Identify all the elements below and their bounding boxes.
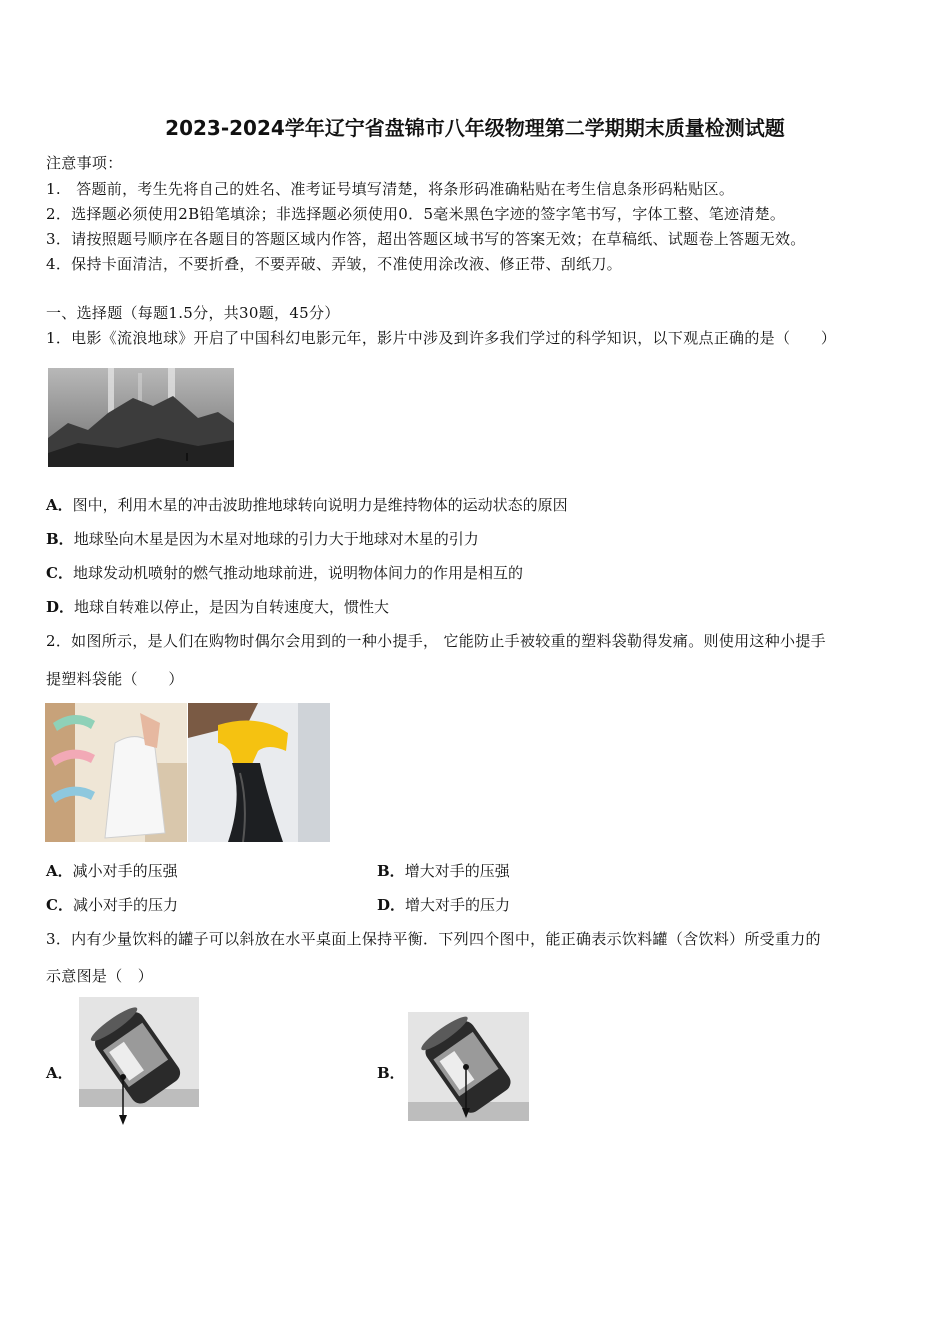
option-text: 图中，利用木星的冲击波助推地球转向说明力是维持物体的运动状态的原因 [72, 496, 568, 514]
question-3-stem: 3．内有少量饮料的罐子可以斜放在水平桌面上保持平衡．下列四个图中，能正确表示饮料罐（含饮料）所受重力的 [46, 930, 821, 948]
section-heading: 一、选择题（每题1.5分，共30题，45分） [46, 304, 340, 322]
option-text: 减小对手的压强 [72, 862, 178, 880]
option-label: B． [46, 530, 74, 548]
option-text: 减小对手的压力 [72, 896, 178, 914]
notice-item: 4．保持卡面清洁，不要折叠，不要弄破、弄皱，不准使用涂改液、修正带、刮纸刀。 [46, 255, 622, 273]
option-label: D． [46, 598, 75, 616]
can-diagram-b [408, 1012, 529, 1121]
notice-item: 1. 答题前，考生先将自己的姓名、准考证号填写清楚，将条形码准确粘贴在考生信息条形码粘贴区。 [46, 180, 735, 198]
notice-item: 3．请按照题号顺序在各题目的答题区域内作答，超出答题区域书写的答案无效；在草稿纸、试题卷上答题无效。 [46, 230, 806, 248]
notice-heading: 注意事项： [46, 154, 123, 172]
q2-option-a [46, 860, 178, 881]
q3-option-a-label [46, 1062, 73, 1083]
option-text: 增大对手的压强 [404, 862, 510, 880]
option-label: B． [377, 862, 405, 880]
option-label: A． [46, 1064, 73, 1082]
wandering-earth-image [48, 368, 234, 467]
q2-option-c [46, 894, 178, 915]
question-3-stem-cont: 示意图是（ ） [46, 967, 154, 985]
option-label: B． [377, 1064, 405, 1082]
option-label: D． [377, 896, 406, 914]
q1-option-c [46, 562, 523, 583]
page-title: 2023-2024学年辽宁省盘锦市八年级物理第二学期期末质量检测试题 [165, 116, 785, 140]
question-2-stem: 2．如图所示，是人们在购物时偶尔会用到的一种小提手， 它能防止手被较重的塑料袋勒得发痛。则使用这种小提手 [46, 632, 826, 650]
option-label: C． [46, 896, 73, 914]
notice-item: 2．选择题必须使用2B铅笔填涂；非选择题必须使用0．5毫米黑色字迹的签字笔书写，字体工整、笔迹清楚。 [46, 205, 786, 223]
bag-handle-photo-left [45, 703, 187, 842]
q1-option-d [46, 596, 389, 617]
bag-handle-photo-right [188, 703, 330, 842]
q2-option-b [377, 860, 510, 881]
question-1-stem: 1．电影《流浪地球》开启了中国科幻电影元年，影片中涉及到许多我们学过的科学知识，以下观点正确的是（ ） [46, 329, 837, 347]
option-text: 地球坠向木星是因为木星对地球的引力大于地球对木星的引力 [73, 530, 479, 548]
option-text: 地球发动机喷射的燃气推动地球前进，说明物体间力的作用是相互的 [72, 564, 523, 582]
q1-option-a [46, 494, 568, 515]
option-label: C． [46, 564, 73, 582]
option-label: A． [46, 862, 73, 880]
q3-option-b-label [377, 1062, 405, 1083]
question-2-stem-cont: 提塑料袋能（ ） [46, 670, 184, 688]
q1-option-b [46, 528, 479, 549]
option-label: A． [46, 496, 73, 514]
q2-option-d [377, 894, 510, 915]
can-diagram-a [79, 997, 199, 1127]
option-text: 增大对手的压力 [405, 896, 511, 914]
option-text: 地球自转难以停止，是因为自转速度大，惯性大 [74, 598, 390, 616]
